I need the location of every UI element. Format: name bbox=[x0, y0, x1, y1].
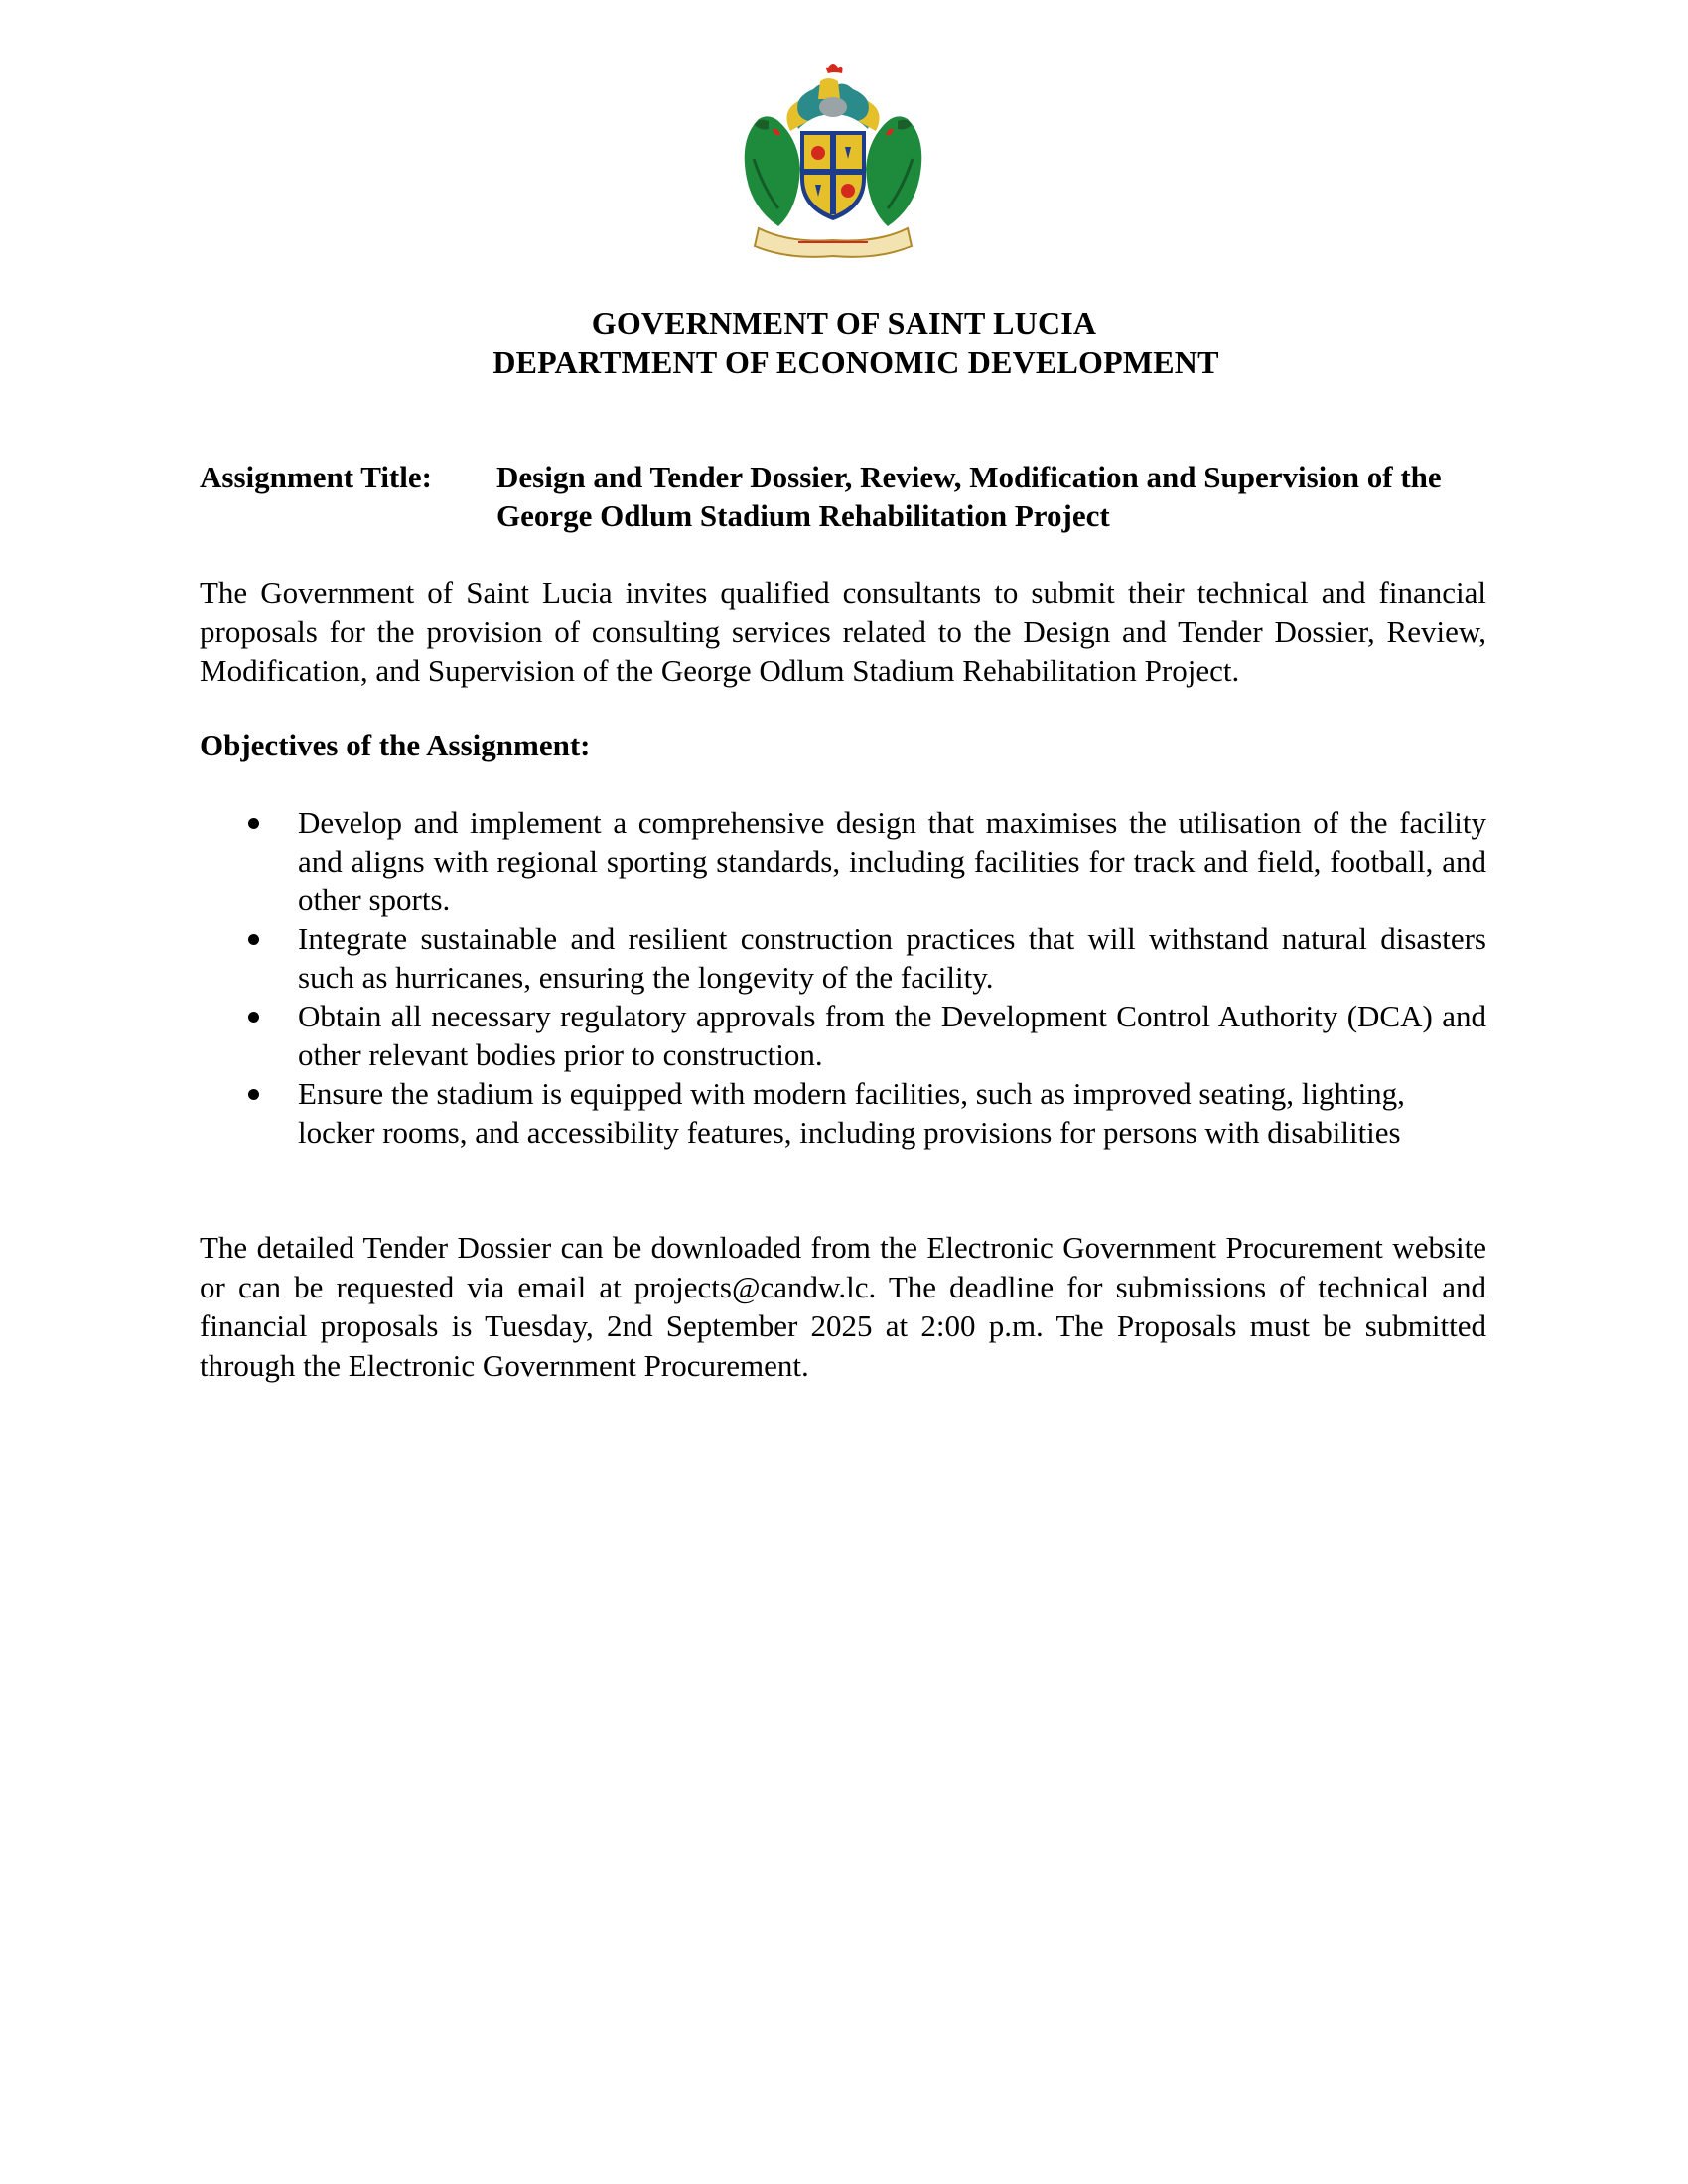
list-item bbox=[200, 1074, 1486, 1152]
bullet-icon bbox=[248, 818, 259, 829]
intro-paragraph: The Government of Saint Lucia invites qualified consultants to submit their technical and financial proposals for the provision of consulting services related to the Design and Tender Dossier, Review, Modification, and Supervision of the George Odlum Stadium Rehabilitation Project. bbox=[200, 575, 1486, 688]
bullet-icon bbox=[248, 1089, 259, 1100]
list-item-text: Integrate sustainable and resilient construction practices that will withstand natural disasters such as hurricanes, ensuring the longevity of the facility. bbox=[298, 921, 1486, 995]
list-item bbox=[200, 997, 1486, 1074]
bullet-icon bbox=[248, 934, 259, 945]
assignment-title-label: Assignment Title: bbox=[200, 460, 432, 494]
bullet-icon bbox=[248, 1012, 259, 1023]
department-heading: DEPARTMENT OF ECONOMIC DEVELOPMENT bbox=[492, 344, 1219, 380]
list-item-text: Obtain all necessary regulatory approvals from the Development Control Authority (DCA) and other relevant bodies prior to construction. bbox=[298, 999, 1486, 1072]
objectives-list bbox=[200, 803, 1486, 1152]
list-item bbox=[200, 919, 1486, 997]
closing-paragraph: The detailed Tender Dossier can be downloaded from the Electronic Government Procurement website or can be requested via email at projects@candw.lc. The deadline for submissions of technical and financial proposals is Tuesday, 2nd September 2025 at 2:00 p.m. The Proposals must be submitted through the Electronic Government Procurement. bbox=[200, 1230, 1486, 1383]
objectives-heading: Objectives of the Assignment: bbox=[200, 728, 591, 762]
assignment-title: Design and Tender Dossier, Review, Modification and Supervision of the George Odlum Stadium Rehabilitation Project bbox=[496, 460, 1442, 533]
list-item-text: Develop and implement a comprehensive design that maximises the utilisation of the facility and aligns with regional sporting standards, including facilities for track and field, football, and other sports. bbox=[298, 805, 1486, 917]
government-heading: GOVERNMENT OF SAINT LUCIA bbox=[591, 305, 1097, 341]
list-item-text: Ensure the stadium is equipped with modern facilities, such as improved seating, lighting, locker rooms, and accessibility features, including provisions for persons with disabilities bbox=[298, 1076, 1405, 1150]
list-item bbox=[200, 803, 1486, 919]
coat-of-arms-icon bbox=[729, 60, 937, 263]
